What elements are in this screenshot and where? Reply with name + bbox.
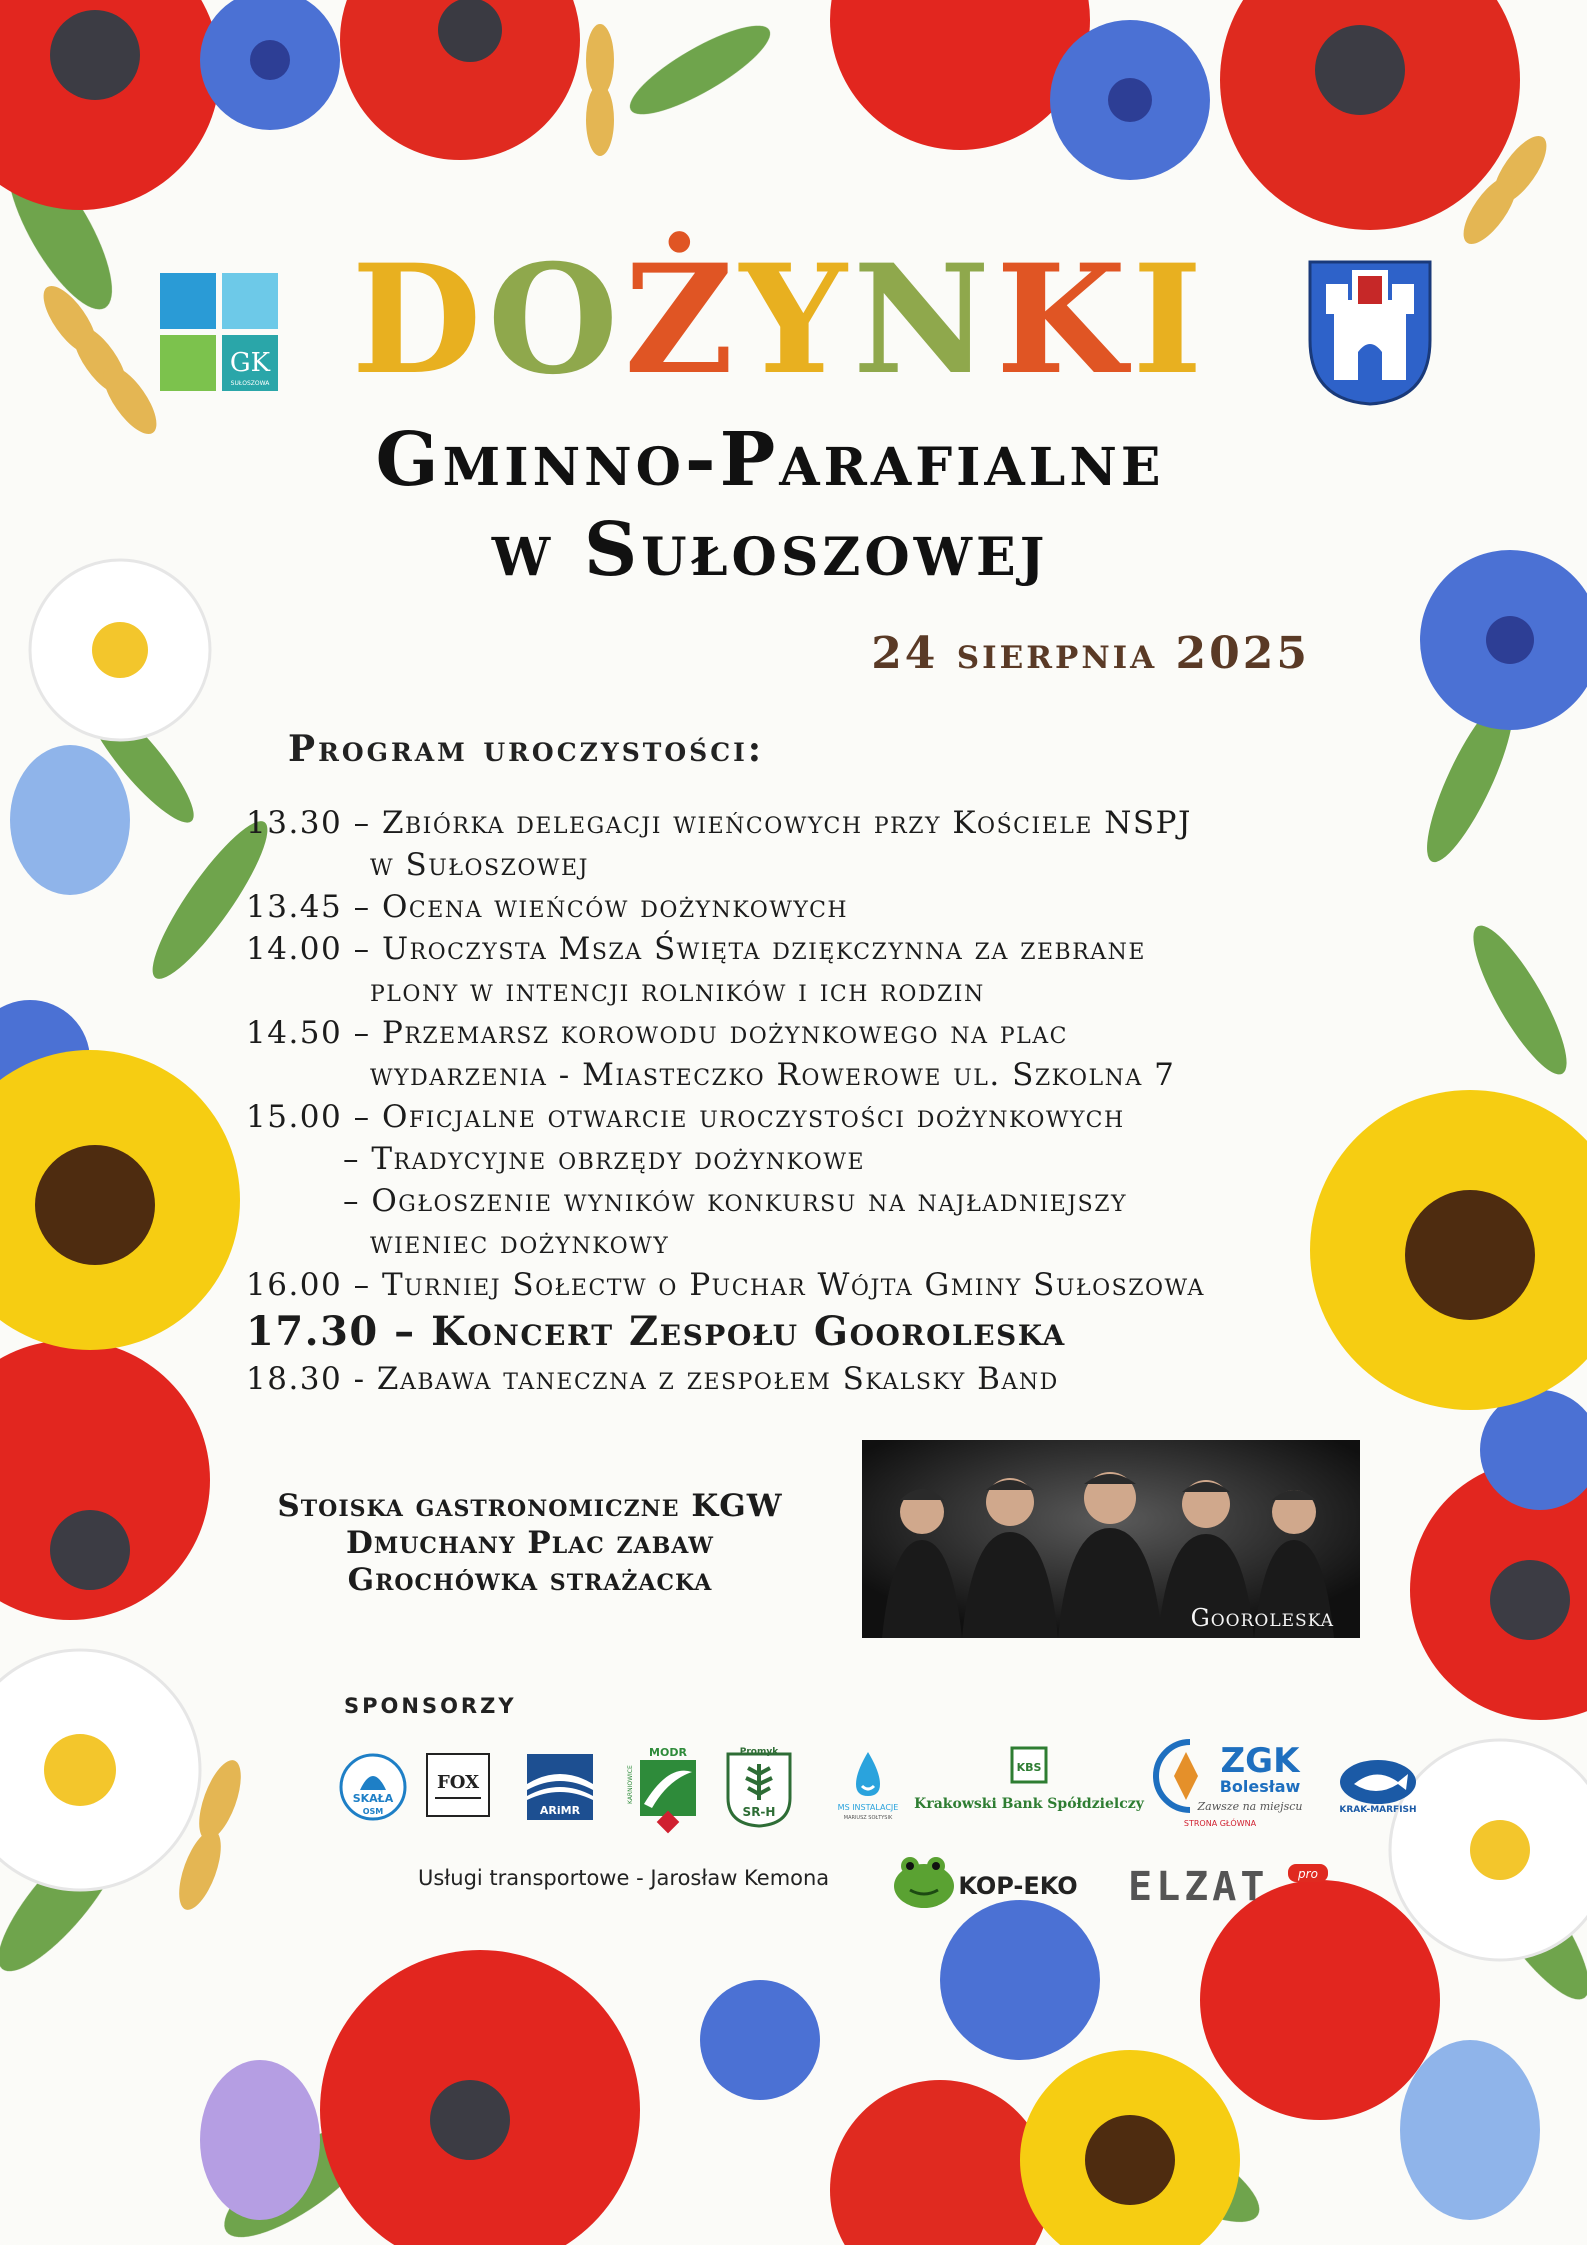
title-letter: Ż <box>624 232 740 408</box>
fox-logo <box>425 1752 491 1818</box>
promyk-sub: SR-H <box>742 1805 776 1819</box>
municipal-crest-icon <box>1308 260 1432 406</box>
modr-side: KARNIOWICE <box>627 1765 634 1804</box>
schedule-line: 16.00 – Turniej Sołectw o Puchar Wójta Gminy Sułoszowa <box>246 1267 1205 1303</box>
zgk-town: Bolesław <box>1219 1777 1301 1796</box>
modr-karniowice-logo <box>622 1744 698 1834</box>
extras-item: Dmuchany Plac zabaw <box>346 1525 714 1561</box>
schedule-line: 13.30 – Zbiórka delegacji wieńcowych przy Kościele NSPJ <box>246 805 1192 841</box>
sponsors-label: SPONSORZY <box>344 1694 517 1718</box>
schedule-line: wydarzenia - Miasteczko Rowerowe ul. Szkolna 7 <box>370 1057 1176 1093</box>
schedule-line: 14.00 – Uroczysta Msza Święta dziękczynna za zebrane <box>246 931 1146 967</box>
schedule-line: 14.50 – Przemarsz korowodu dożynkowego na plac <box>246 1015 1068 1051</box>
krak-name: KRAK-MARFISH <box>1339 1805 1417 1815</box>
ms-name: MS INSTALACJE <box>837 1803 899 1812</box>
skala-name: SKAŁA <box>352 1792 394 1805</box>
program-title: Program uroczystości: <box>288 728 765 770</box>
gk-logo-text: SUŁOSZOWA <box>230 380 270 387</box>
skala-osm-logo <box>338 1752 408 1822</box>
kbs-name: Krakowski Bank Spółdzielczy <box>914 1796 1144 1812</box>
fox-name: FOX <box>436 1772 480 1793</box>
schedule-line: 17.30 – Koncert Zespołu Gooroleska <box>246 1308 1066 1355</box>
krakowski-bank-spoldzielczy-logo <box>914 1744 1144 1824</box>
arimr-logo <box>527 1754 593 1820</box>
promyk-name: Promyk <box>739 1747 779 1757</box>
kop-eko-logo <box>888 1848 1088 1914</box>
title-letter: O <box>487 232 625 408</box>
kbs-badge: KBS <box>1016 1761 1042 1774</box>
ms-instalacje-logo <box>828 1748 908 1822</box>
title-letter: N <box>852 232 996 408</box>
title-letter: K <box>995 232 1133 408</box>
elzat-name: ELZAT <box>1128 1864 1269 1910</box>
subtitle-line-1: Gminno-Parafialne <box>375 417 1165 503</box>
subtitle-line-2: w Sułoszowej <box>491 507 1049 593</box>
title-letter: I <box>1132 232 1209 408</box>
skala-sub: OSM <box>362 1807 384 1816</box>
zgk-note: STRONA GŁÓWNA <box>1183 1819 1257 1828</box>
ms-sub: MARIUSZ SOŁTYSIK <box>843 1815 893 1821</box>
krak-marfish-logo <box>1336 1756 1420 1816</box>
schedule-line: 13.45 – Ocena wieńców dożynkowych <box>246 889 849 925</box>
elzat-sup: pro <box>1298 1867 1318 1881</box>
schedule-line: 18.30 - Zabawa taneczna z zespołem Skalsky Band <box>246 1361 1059 1397</box>
zgk-name: ZGK <box>1220 1741 1300 1781</box>
program-schedule <box>246 802 1356 1400</box>
schedule-line: w Sułoszowej <box>370 847 589 883</box>
zgk-motto: Zawsze na miejscu <box>1197 1800 1303 1813</box>
gk-sulloszowa-logo <box>160 273 278 391</box>
arimr-name: ARiMR <box>539 1804 581 1817</box>
elzat-pro-logo <box>1124 1860 1344 1910</box>
schedule-line: wieniec dożynkowy <box>370 1225 670 1261</box>
schedule-line: – Tradycyjne obrzędy dożynkowe <box>343 1141 866 1177</box>
title-letter: D <box>351 232 488 408</box>
event-date: 24 sierpnia 2025 <box>871 628 1310 679</box>
schedule-line: plony w intencji rolników i ich rodzin <box>370 973 985 1009</box>
band-photo <box>862 1440 1360 1638</box>
band-photo-caption: Gooroleska <box>1190 1604 1334 1632</box>
extras-item: Grochówka strażacka <box>347 1562 713 1598</box>
title-letter: Y <box>739 232 853 408</box>
schedule-line: – Ogłoszenie wyników konkursu na najładniejszy <box>343 1183 1128 1219</box>
main-title <box>300 232 1260 408</box>
schedule-line: 15.00 – Oficjalne otwarcie uroczystości dożynkowych <box>246 1099 1125 1135</box>
promyk-srh-logo <box>724 1744 794 1828</box>
modr-name: MODR <box>649 1746 687 1759</box>
extras-list <box>240 1488 820 1599</box>
kopeko-name: KOP-EKO <box>958 1872 1078 1900</box>
zgk-boleslaw-logo <box>1150 1726 1310 1830</box>
svg-text:GK: GK <box>229 348 271 378</box>
extras-item: Stoiska gastronomiczne KGW <box>277 1488 783 1524</box>
transport-sponsor: Usługi transportowe - Jarosław Kemona <box>418 1866 830 1890</box>
